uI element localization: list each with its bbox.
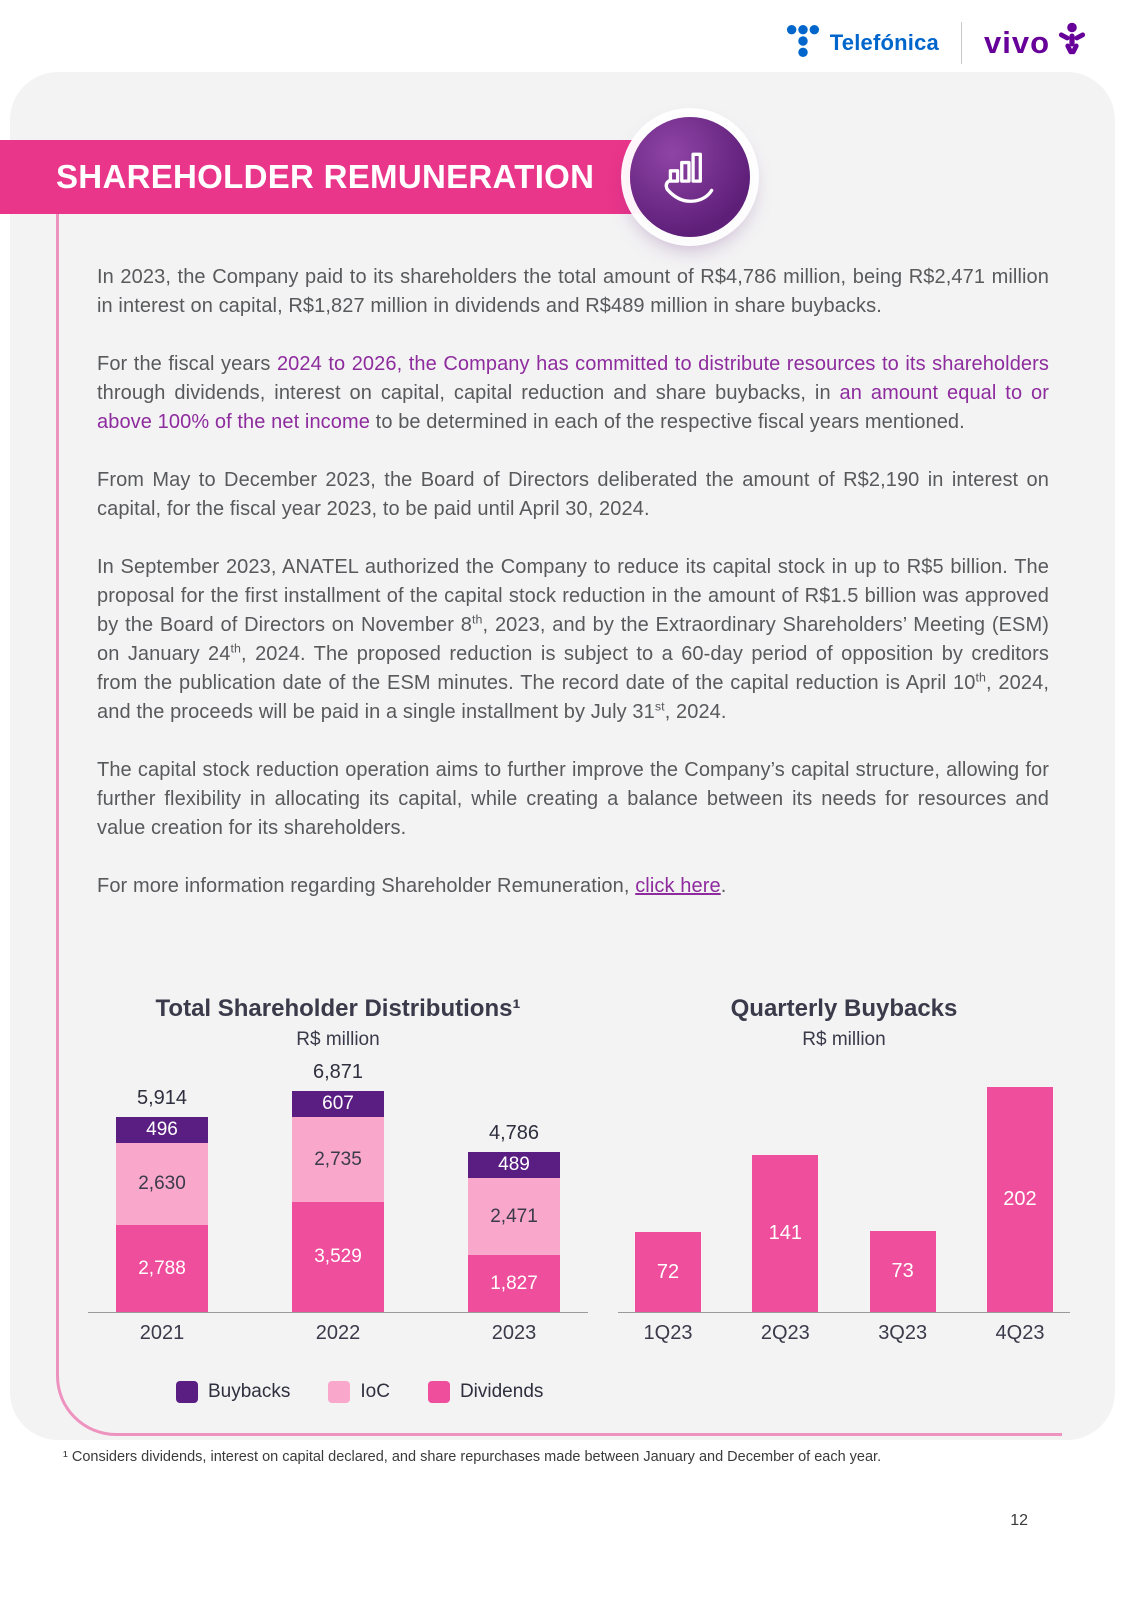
- stacked-bar-2021: [88, 1087, 236, 1312]
- chart-legend: [176, 1381, 543, 1403]
- text-segment: , 2023, and by the Extraordinary Shareholders’ Meeting (ESM) on January 24: [97, 614, 1049, 665]
- bar-column-2Q23: [735, 1155, 835, 1312]
- ordinal-suffix: st: [654, 699, 665, 714]
- paragraph-capital-reduction: [97, 553, 1049, 727]
- click-here-link[interactable]: click here: [635, 875, 721, 897]
- chart-title: Total Shareholder Distributions¹: [155, 995, 521, 1022]
- telefonica-wordmark: Telefónica: [829, 30, 939, 55]
- legend-swatch-dividends: [428, 1381, 450, 1403]
- x-label-4Q23: 4Q23: [995, 1322, 1045, 1344]
- ordinal-suffix: th: [472, 612, 483, 627]
- chart-total-shareholder-distributions: [88, 995, 588, 1345]
- paragraph-capital-structure: [97, 756, 1049, 843]
- total-label-2023: 4,786: [488, 1122, 540, 1145]
- segment-buybacks-2021: 496: [116, 1117, 208, 1143]
- highlighted-text: an amount equal to or above 100% of the net income: [97, 382, 1049, 433]
- legend-label: Buybacks: [208, 1381, 291, 1402]
- segment-dividends-2021: 2,788: [116, 1225, 208, 1312]
- text-segment: The capital stock reduction operation aims to further improve the Company’s capital structure, allowing for further flexibility in allocating its capital, while creating a balance between its needs for resources and value creation for its shareholders.: [97, 759, 1049, 839]
- x-axis-labels: [618, 1322, 1070, 1345]
- page-number: 12: [1010, 1512, 1028, 1529]
- vivo-logo: [984, 22, 1087, 65]
- stacked-bar-2023: [440, 1122, 588, 1312]
- telefonica-logo: [786, 24, 939, 63]
- paragraph-more-info: [97, 872, 1049, 901]
- legend-swatch-ioc: [328, 1381, 350, 1403]
- stacked-bar-2022: [264, 1061, 412, 1312]
- x-label-2Q23: 2Q23: [760, 1322, 810, 1344]
- text-segment: In 2023, the Company paid to its shareholders the total amount of R$4,786 million, being R$2,471 million in interest on capital, R$1,827 million in dividends and R$489 million in share buybacks.: [97, 266, 1049, 317]
- legend-label: Dividends: [459, 1381, 544, 1402]
- telefonica-dots-icon: [786, 24, 820, 63]
- x-label-3Q23: 3Q23: [878, 1322, 928, 1344]
- text-segment: to be determined in each of the respective fiscal years mentioned.: [370, 411, 965, 433]
- bar-3Q23: 73: [870, 1231, 936, 1312]
- section-banner: [0, 140, 662, 214]
- legend-item-dividends: [428, 1381, 543, 1403]
- legend-label: IoC: [360, 1381, 390, 1402]
- highlighted-text: 2024 to 2026, the Company has committed to distribute resources to its shareholders: [276, 353, 1050, 375]
- text-segment: .: [720, 875, 727, 897]
- text-segment: , 2024. The proposed reduction is subject to a 60-day period of opposition by creditors from the publication date of the ESM minutes. The record date of the capital reduction is April 10: [97, 643, 1049, 694]
- bar-column-3Q23: [853, 1231, 953, 1312]
- bar-1Q23: 72: [635, 1232, 701, 1312]
- bar-2Q23: 141: [752, 1155, 818, 1312]
- bar-column-1Q23: [618, 1232, 718, 1312]
- text-segment: , 2024, and the proceeds will be paid in a single installment by July 31: [97, 672, 1049, 723]
- bar-4Q23: 202: [987, 1087, 1053, 1312]
- segment-ioc-2021: 2,630: [116, 1143, 208, 1225]
- page-title: SHAREHOLDER REMUNERATION: [56, 158, 595, 195]
- segment-dividends-2022: 3,529: [292, 1202, 384, 1312]
- vivo-wordmark: vivo: [983, 25, 1050, 60]
- x-label-2021: 2021: [139, 1322, 185, 1344]
- x-label-2023: 2023: [491, 1322, 537, 1344]
- segment-dividends-2023: 1,827: [468, 1255, 560, 1312]
- chart-subtitle: R$ million: [296, 1029, 380, 1050]
- ordinal-suffix: th: [975, 670, 987, 685]
- total-label-2021: 5,914: [136, 1087, 188, 1110]
- total-label-2022: 6,871: [312, 1060, 364, 1083]
- text-segment: For more information regarding Shareholder Remuneration,: [97, 875, 636, 897]
- x-axis-labels: [88, 1322, 588, 1345]
- paragraph-2023-payout: [97, 263, 1049, 321]
- vivo-person-icon: [1057, 22, 1087, 65]
- ordinal-suffix: th: [230, 641, 242, 656]
- paragraph-ioc-deliberation: [97, 466, 1049, 524]
- x-label-2022: 2022: [315, 1322, 361, 1344]
- brand-logos: [786, 18, 1087, 68]
- segment-ioc-2023: 2,471: [468, 1178, 560, 1255]
- chart-subtitle: R$ million: [802, 1029, 886, 1050]
- text-segment: For the fiscal years: [97, 353, 277, 375]
- chart-title: Quarterly Buybacks: [730, 995, 958, 1022]
- bar-plot: [618, 1063, 1070, 1313]
- x-label-1Q23: 1Q23: [643, 1322, 693, 1344]
- body-text: [97, 263, 1049, 930]
- footnote: ¹ Considers dividends, interest on capital declared, and share repurchases made between January and December of each year.: [63, 1449, 882, 1465]
- hand-holding-chart-icon: [630, 117, 750, 237]
- segment-buybacks-2023: 489: [468, 1152, 560, 1178]
- bar-column-4Q23: [970, 1087, 1070, 1312]
- text-segment: From May to December 2023, the Board of Directors deliberated the amount of R$2,190 in interest on capital, for the fiscal year 2023, to be paid until April 30, 2024.: [97, 469, 1049, 520]
- text-segment: , 2024.: [664, 701, 727, 723]
- text-segment: through dividends, interest on capital, capital reduction and share buybacks, in: [97, 382, 840, 404]
- text-segment: In September 2023, ANATEL authorized the Company to reduce its capital stock in up to R$5 billion. The proposal for the first installment of the capital stock reduction in the amount of R$1.5 billion was approved by the Board of Directors on November 8: [97, 556, 1049, 636]
- legend-item-buybacks: [176, 1381, 290, 1403]
- segment-ioc-2022: 2,735: [292, 1117, 384, 1202]
- paragraph-commitment: [97, 350, 1049, 437]
- segment-buybacks-2022: 607: [292, 1091, 384, 1117]
- legend-item-ioc: [328, 1381, 390, 1403]
- chart-quarterly-buybacks: [618, 995, 1070, 1345]
- stacked-bar-plot: [88, 1060, 588, 1313]
- legend-swatch-buybacks: [176, 1381, 198, 1403]
- logo-divider: [961, 22, 962, 64]
